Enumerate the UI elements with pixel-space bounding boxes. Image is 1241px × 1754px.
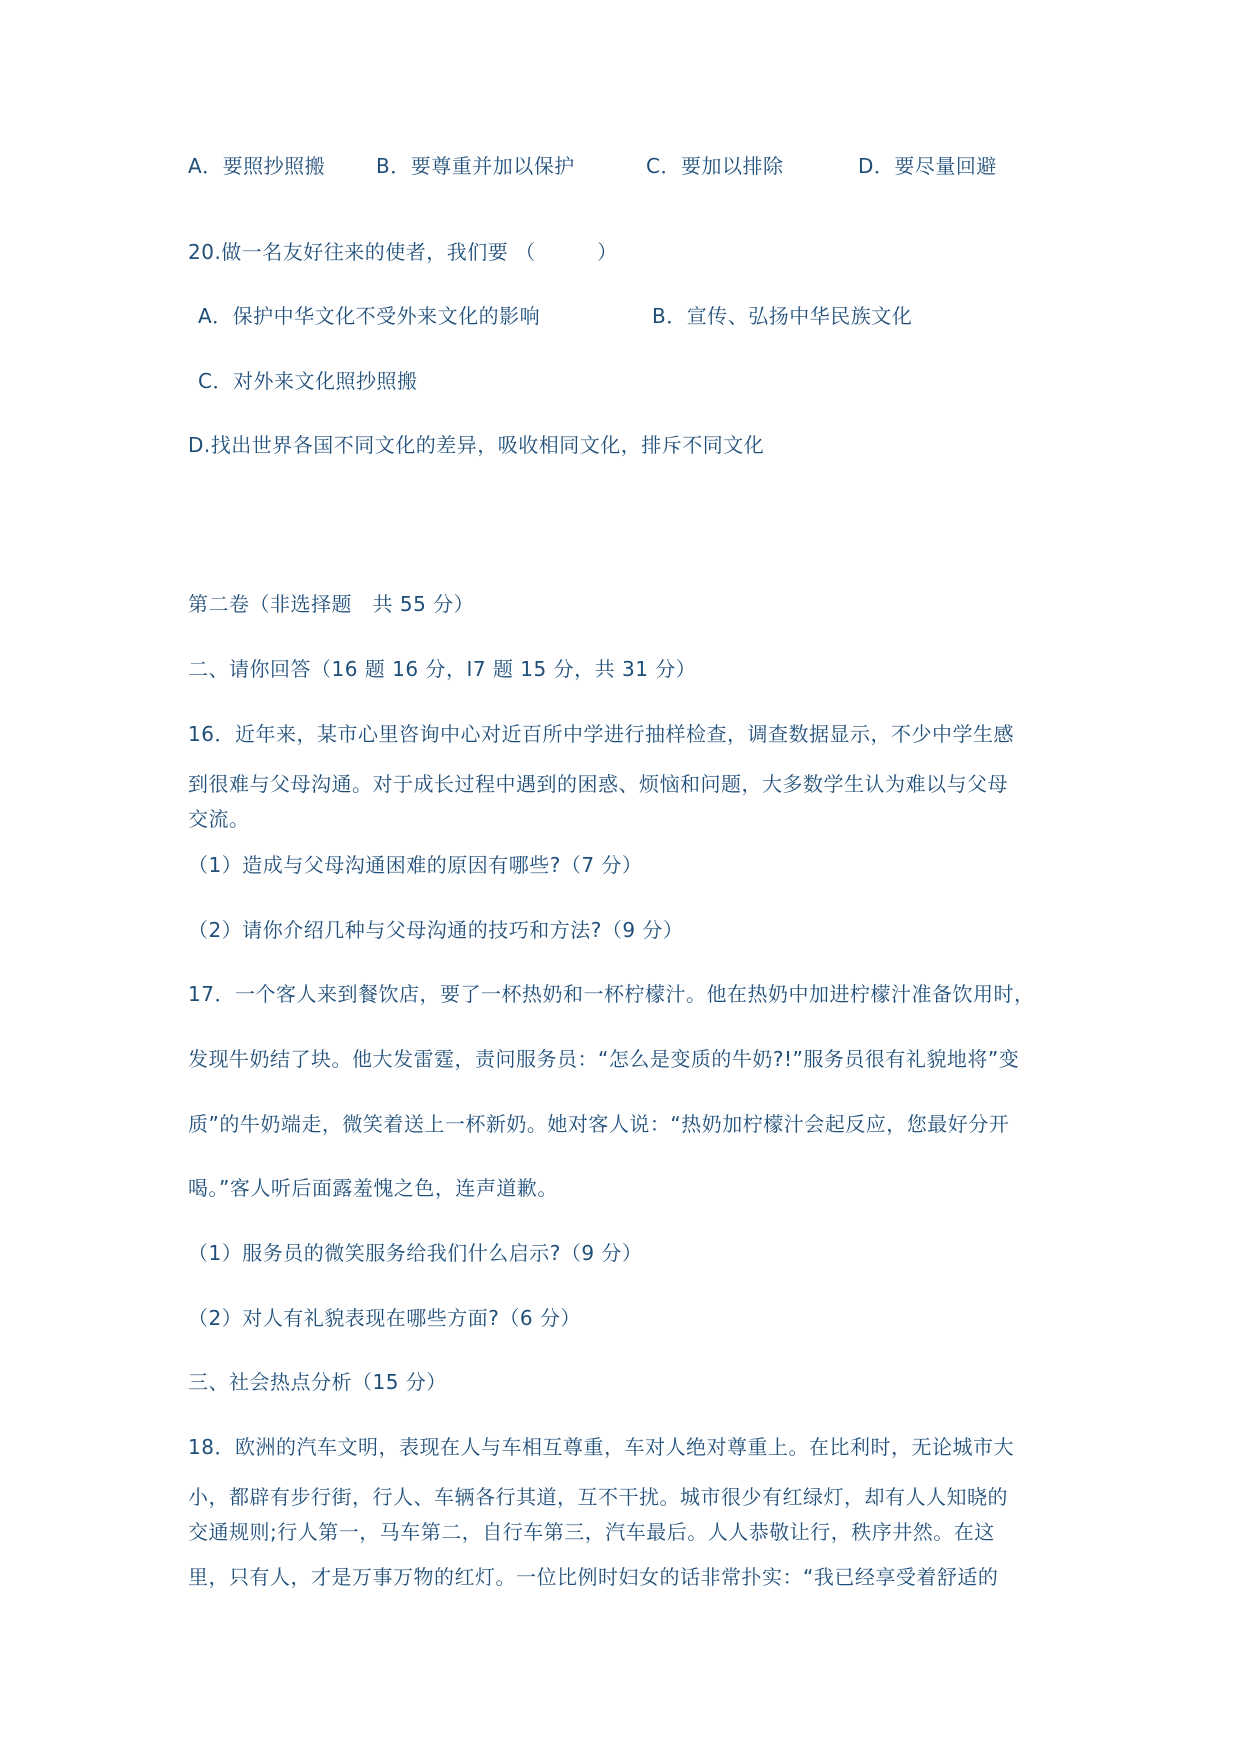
q17-sub-2: （2）对人有礼貌表现在哪些方面?（6 分） — [188, 1306, 581, 1330]
q20-option-c: C．对外来文化照抄照搬 — [198, 369, 418, 393]
q17-sub-1: （1）服务员的微笑服务给我们什么启示?（9 分） — [188, 1241, 643, 1265]
q19-option-c: C．要加以排除 — [646, 154, 784, 178]
q17-line-3: 质”的牛奶端走，微笑着送上一杯新奶。她对客人说：“热奶加柠檬汁会起反应，您最好分开 — [188, 1112, 1010, 1136]
q18-line-2: 小，都辟有步行街，行人、车辆各行其道，互不干扰。城市很少有红绿灯，却有人人知晓的 — [188, 1485, 1008, 1509]
q16-line-3: 交流。 — [188, 807, 250, 831]
q20-option-b: B．宣传、弘扬中华民族文化 — [652, 304, 913, 328]
q19-options-row — [0, 152, 1241, 180]
part2-title: 第二卷（非选择题 共 55 分） — [188, 592, 475, 616]
q17-line-4: 喝。”客人听后面露羞愧之色，连声道歉。 — [188, 1176, 558, 1200]
section2-title: 二、请你回答（16 题 16 分，I7 题 15 分，共 31 分） — [188, 657, 697, 681]
q18-line-4: 里，只有人，才是万事万物的红灯。一位比例时妇女的话非常扑实：“我已经享受着舒适的 — [188, 1565, 999, 1589]
q16-sub-1: （1）造成与父母沟通困难的原因有哪些?（7 分） — [188, 853, 643, 877]
q20-stem: 20.做一名友好往来的使者，我们要 （ ） — [188, 240, 618, 264]
q16-line-2: 到很难与父母沟通。对于成长过程中遇到的困惑、烦恼和问题，大多数学生认为难以与父母 — [188, 772, 1008, 796]
section3-title: 三、社会热点分析（15 分） — [188, 1370, 447, 1394]
q16-line-1: 16．近年来，某市心里咨询中心对近百所中学进行抽样检查，调查数据显示，不少中学生感 — [188, 722, 1014, 746]
q17-line-1: 17．一个客人来到餐饮店，要了一杯热奶和一杯柠檬汁。他在热奶中加进柠檬汁准备饮用时， — [188, 982, 1035, 1006]
q18-line-1: 18．欧洲的汽车文明，表现在人与车相互尊重，车对人绝对尊重上。在比利时，无论城市大 — [188, 1435, 1014, 1459]
q19-option-a: A．要照抄照搬 — [188, 154, 326, 178]
q17-line-2: 发现牛奶结了块。他大发雷霆，责问服务员：“怎么是变质的牛奶?!”服务员很有礼貌地将”变 — [188, 1047, 1020, 1071]
q18-line-3: 交通规则;行人第一，马车第二，自行车第三，汽车最后。人人恭敬让行，秩序井然。在这 — [188, 1520, 995, 1544]
q20-option-a: A．保护中华文化不受外来文化的影响 — [198, 304, 541, 328]
q19-option-d: D．要尽量回避 — [858, 154, 997, 178]
q20-option-d: D.找出世界各国不同文化的差异，吸收相同文化，排斥不同文化 — [188, 433, 765, 457]
q19-option-b: B．要尊重并加以保护 — [376, 154, 575, 178]
q16-sub-2: （2）请你介绍几种与父母沟通的技巧和方法?（9 分） — [188, 918, 684, 942]
q20-options-row-1 — [0, 302, 1241, 330]
